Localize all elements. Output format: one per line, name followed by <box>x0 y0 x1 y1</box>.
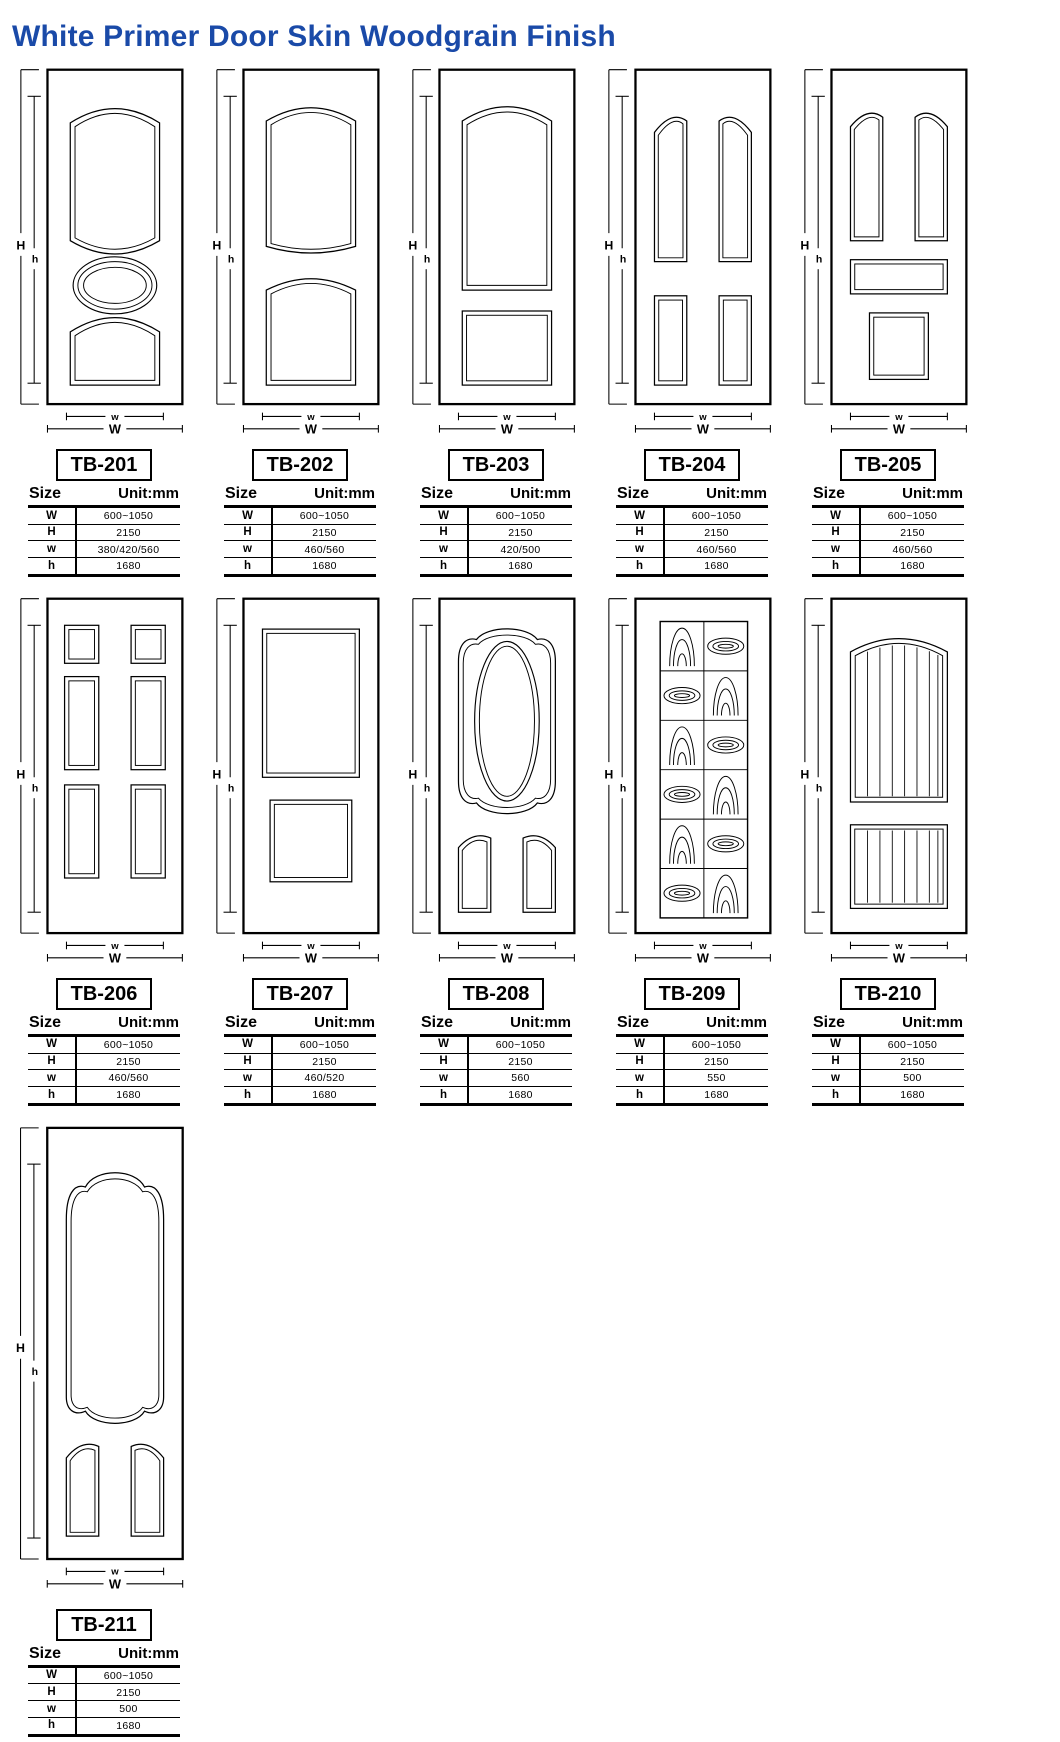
size-key: h <box>616 1087 664 1105</box>
model-label-box <box>56 449 153 481</box>
model-label-box <box>448 978 545 1010</box>
svg-text:w: w <box>111 411 119 423</box>
model-code: TB-205 <box>854 454 922 476</box>
model-label-box <box>840 449 937 481</box>
size-row <box>28 1037 180 1053</box>
size-values-table <box>28 1037 180 1106</box>
catalog <box>6 64 1060 1737</box>
size-key: H <box>28 524 76 541</box>
size-key: W <box>420 1037 468 1053</box>
model-code: TB-202 <box>266 454 334 476</box>
size-row <box>420 1037 572 1053</box>
size-key: W <box>28 508 76 524</box>
size-table-header <box>812 1014 964 1037</box>
size-row <box>616 524 768 541</box>
size-value: 1680 <box>272 1087 376 1105</box>
size-label: Size <box>29 1644 62 1662</box>
svg-text:w: w <box>503 940 511 952</box>
size-values-table <box>616 1037 768 1106</box>
size-row <box>224 524 376 541</box>
size-key: w <box>812 1070 860 1087</box>
size-row <box>28 558 180 576</box>
size-row <box>224 1087 376 1105</box>
size-label: Size <box>29 1013 62 1031</box>
size-value: 460/560 <box>76 1070 180 1087</box>
size-row <box>224 558 376 576</box>
size-value: 550 <box>664 1070 768 1087</box>
door-drawing-svg <box>403 593 589 973</box>
size-row <box>224 508 376 524</box>
size-table <box>28 1014 180 1106</box>
size-key: H <box>616 524 664 541</box>
model-code: TB-207 <box>266 982 334 1005</box>
size-row <box>616 1037 768 1053</box>
size-value: 2150 <box>76 524 180 541</box>
svg-text:W: W <box>500 421 513 437</box>
size-value: 1680 <box>76 1087 180 1105</box>
size-row <box>28 1087 180 1105</box>
size-value: 1680 <box>860 558 964 576</box>
size-row <box>224 541 376 558</box>
svg-text:w: w <box>111 940 119 952</box>
size-table <box>224 485 376 577</box>
size-value: 600~1050 <box>103 1669 154 1682</box>
svg-text:W: W <box>108 421 121 437</box>
size-key: h <box>28 558 76 576</box>
svg-text:H: H <box>408 238 418 253</box>
size-values-table <box>812 1037 964 1106</box>
size-row <box>812 1053 964 1070</box>
svg-text:H: H <box>212 238 222 253</box>
size-value: 600~1050 <box>887 1038 938 1051</box>
size-table <box>616 485 768 577</box>
size-value: 1680 <box>76 558 180 576</box>
size-row <box>224 1037 376 1053</box>
size-value: 420/500 <box>468 541 572 558</box>
svg-text:h: h <box>227 783 235 795</box>
svg-text:w: w <box>895 411 903 423</box>
size-row <box>812 1087 964 1105</box>
svg-text:w: w <box>895 940 903 952</box>
size-table <box>28 1645 180 1737</box>
svg-text:h: h <box>31 1366 39 1378</box>
size-key: W <box>812 1037 860 1053</box>
product-cell <box>6 593 202 1106</box>
size-table-header <box>224 485 376 508</box>
svg-text:H: H <box>604 767 614 782</box>
svg-text:h: h <box>619 254 627 266</box>
unit-label: Unit:mm <box>902 1013 963 1031</box>
svg-text:h: h <box>619 783 627 795</box>
size-value: 1680 <box>468 558 572 576</box>
svg-text:w: w <box>307 411 315 423</box>
size-table <box>616 1014 768 1106</box>
size-key: w <box>420 541 468 558</box>
product-cell <box>398 593 594 1106</box>
svg-text:H: H <box>800 767 810 782</box>
product-row-3 <box>6 1122 1060 1737</box>
size-key: W <box>28 1668 76 1684</box>
size-table <box>420 485 572 577</box>
size-value: 2150 <box>76 1053 180 1070</box>
svg-text:W: W <box>696 950 709 966</box>
door-drawing-svg <box>11 1122 197 1604</box>
unit-label: Unit:mm <box>510 1013 571 1031</box>
model-code: TB-204 <box>658 454 726 476</box>
product-cell <box>202 593 398 1106</box>
size-key: h <box>420 1087 468 1105</box>
size-value: 2150 <box>76 1684 180 1701</box>
size-label: Size <box>617 485 650 502</box>
size-key: h <box>812 558 860 576</box>
model-label-box <box>644 978 741 1010</box>
unit-label: Unit:mm <box>706 1013 767 1031</box>
product-cell <box>594 593 790 1106</box>
size-value: 1680 <box>76 1717 180 1735</box>
size-value: 1680 <box>860 1087 964 1105</box>
svg-text:h: h <box>815 783 823 795</box>
size-row <box>812 558 964 576</box>
size-row <box>616 541 768 558</box>
size-value: 600~1050 <box>691 1038 742 1051</box>
size-value: 2150 <box>272 524 376 541</box>
model-code: TB-203 <box>462 454 530 476</box>
model-label-box <box>252 978 349 1010</box>
size-key: H <box>420 524 468 541</box>
model-code: TB-208 <box>462 982 530 1005</box>
size-row <box>616 508 768 524</box>
size-table <box>812 1014 964 1106</box>
size-row <box>224 1070 376 1087</box>
size-key: h <box>812 1087 860 1105</box>
svg-text:w: w <box>699 940 707 952</box>
size-key: H <box>420 1053 468 1070</box>
svg-text:w: w <box>111 1566 119 1578</box>
size-row <box>28 541 180 558</box>
svg-text:W: W <box>304 950 317 966</box>
size-label: Size <box>29 485 62 502</box>
svg-text:W: W <box>108 1576 122 1592</box>
size-value: 2150 <box>860 524 964 541</box>
size-key: h <box>224 1087 272 1105</box>
size-label: Size <box>225 1013 258 1031</box>
size-key: H <box>224 1053 272 1070</box>
size-table-header <box>420 1014 572 1037</box>
svg-text:W: W <box>108 950 121 966</box>
size-value: 600~1050 <box>691 510 742 523</box>
model-code: TB-206 <box>70 982 138 1005</box>
size-row <box>812 524 964 541</box>
size-row <box>28 1070 180 1087</box>
size-value: 500 <box>860 1070 964 1087</box>
svg-text:W: W <box>696 421 709 437</box>
svg-text:W: W <box>304 421 317 437</box>
size-table-header <box>420 485 572 508</box>
svg-text:h: h <box>423 254 431 266</box>
size-row <box>616 1087 768 1105</box>
size-key: W <box>224 1037 272 1053</box>
door-drawing-svg <box>403 64 589 444</box>
size-table-header <box>616 1014 768 1037</box>
size-value: 1680 <box>272 558 376 576</box>
door-drawing-svg <box>207 64 393 444</box>
model-code: TB-201 <box>70 454 138 476</box>
size-key: w <box>224 541 272 558</box>
size-key: h <box>224 558 272 576</box>
size-key: h <box>420 558 468 576</box>
unit-label: Unit:mm <box>706 485 767 502</box>
size-value: 600~1050 <box>299 1038 350 1051</box>
size-label: Size <box>813 485 846 502</box>
size-label: Size <box>617 1013 650 1031</box>
size-value: 2150 <box>468 1053 572 1070</box>
model-code: TB-209 <box>658 982 726 1005</box>
svg-text:w: w <box>307 940 315 952</box>
door-drawing-svg <box>599 64 785 444</box>
size-key: w <box>812 541 860 558</box>
size-row <box>28 524 180 541</box>
size-key: W <box>224 508 272 524</box>
size-table <box>28 485 180 577</box>
unit-label: Unit:mm <box>314 485 375 502</box>
size-table-header <box>28 1014 180 1037</box>
size-value: 2150 <box>664 524 768 541</box>
size-row <box>420 558 572 576</box>
unit-label: Unit:mm <box>118 485 179 502</box>
size-label: Size <box>421 1013 454 1031</box>
size-row <box>420 1087 572 1105</box>
size-row <box>812 508 964 524</box>
size-table-header <box>224 1014 376 1037</box>
product-cell <box>398 64 594 577</box>
size-row <box>616 1070 768 1087</box>
size-label: Size <box>813 1013 846 1031</box>
svg-text:H: H <box>16 767 26 782</box>
door-drawing-svg <box>11 593 197 973</box>
size-key: H <box>28 1684 76 1701</box>
size-key: w <box>616 541 664 558</box>
size-value: 2150 <box>664 1053 768 1070</box>
size-label: Size <box>225 485 258 502</box>
svg-text:H: H <box>212 767 222 782</box>
size-row <box>28 1701 180 1718</box>
size-value: 1680 <box>664 1087 768 1105</box>
svg-text:H: H <box>16 238 26 253</box>
size-value: 460/560 <box>860 541 964 558</box>
size-key: H <box>812 1053 860 1070</box>
size-key: h <box>616 558 664 576</box>
product-cell <box>6 1122 202 1737</box>
size-values-table <box>224 508 376 577</box>
size-row <box>616 1053 768 1070</box>
size-value: 1680 <box>468 1087 572 1105</box>
svg-text:W: W <box>892 421 905 437</box>
unit-label: Unit:mm <box>118 1013 179 1031</box>
svg-text:h: h <box>815 254 823 266</box>
size-key: w <box>28 1070 76 1087</box>
size-values-table <box>28 1668 180 1737</box>
size-value: 2150 <box>272 1053 376 1070</box>
size-row <box>420 1053 572 1070</box>
size-row <box>812 1070 964 1087</box>
size-value: 1680 <box>664 558 768 576</box>
size-table-header <box>28 485 180 508</box>
model-label-box <box>448 449 545 481</box>
size-key: W <box>28 1037 76 1053</box>
unit-label: Unit:mm <box>902 485 963 502</box>
size-row <box>616 558 768 576</box>
model-label-box <box>644 449 741 481</box>
size-row <box>28 1684 180 1701</box>
product-cell <box>790 593 986 1106</box>
size-values-table <box>28 508 180 577</box>
svg-text:H: H <box>408 767 418 782</box>
size-key: h <box>28 1087 76 1105</box>
svg-text:h: h <box>227 254 235 266</box>
size-key: H <box>616 1053 664 1070</box>
size-values-table <box>420 508 572 577</box>
size-key: W <box>420 508 468 524</box>
size-table <box>224 1014 376 1106</box>
size-row <box>420 1070 572 1087</box>
svg-text:W: W <box>500 950 513 966</box>
model-label-box <box>56 978 153 1010</box>
product-row-1 <box>6 64 1060 577</box>
size-value: 600~1050 <box>495 510 546 523</box>
size-table-header <box>616 485 768 508</box>
size-value: 600~1050 <box>103 1038 154 1051</box>
door-drawing-svg <box>11 64 197 444</box>
model-code: TB-211 <box>71 1613 137 1636</box>
svg-text:w: w <box>503 411 511 423</box>
size-key: w <box>616 1070 664 1087</box>
product-cell <box>790 64 986 577</box>
model-label-box <box>252 449 349 481</box>
product-row-2 <box>6 593 1060 1106</box>
svg-text:H: H <box>800 238 810 253</box>
model-code: TB-210 <box>854 982 922 1005</box>
door-drawing-svg <box>207 593 393 973</box>
size-row <box>420 508 572 524</box>
size-key: w <box>28 1701 76 1718</box>
size-value: 600~1050 <box>887 510 938 523</box>
size-row <box>28 1717 180 1735</box>
size-value: 460/520 <box>272 1070 376 1087</box>
size-value: 380/420/560 <box>76 541 180 558</box>
size-values-table <box>420 1037 572 1106</box>
size-value: 460/560 <box>664 541 768 558</box>
size-value: 600~1050 <box>495 1038 546 1051</box>
product-cell <box>202 64 398 577</box>
size-value: 500 <box>76 1701 180 1718</box>
size-value: 460/560 <box>272 541 376 558</box>
size-value: 2150 <box>860 1053 964 1070</box>
size-key: w <box>420 1070 468 1087</box>
product-cell <box>594 64 790 577</box>
page-title: White Primer Door Skin Woodgrain Finish <box>12 20 616 53</box>
door-drawing-svg <box>795 593 981 973</box>
size-row <box>28 1668 180 1684</box>
size-row <box>420 524 572 541</box>
size-row <box>812 541 964 558</box>
size-table-header <box>28 1645 180 1668</box>
size-value: 2150 <box>468 524 572 541</box>
unit-label: Unit:mm <box>118 1644 179 1662</box>
svg-text:W: W <box>892 950 905 966</box>
size-key: W <box>812 508 860 524</box>
size-key: w <box>28 541 76 558</box>
size-row <box>420 541 572 558</box>
model-label-box <box>56 1609 152 1641</box>
door-drawing-svg <box>599 593 785 973</box>
size-key: H <box>224 524 272 541</box>
size-value: 600~1050 <box>103 510 154 523</box>
svg-text:h: h <box>31 254 39 266</box>
unit-label: Unit:mm <box>314 1013 375 1031</box>
size-key: H <box>812 524 860 541</box>
size-row <box>28 508 180 524</box>
size-key: w <box>224 1070 272 1087</box>
svg-text:w: w <box>699 411 707 423</box>
size-key: h <box>28 1717 76 1735</box>
size-values-table <box>224 1037 376 1106</box>
svg-text:H: H <box>16 1340 26 1355</box>
size-row <box>28 1053 180 1070</box>
door-drawing-svg <box>795 64 981 444</box>
size-key: H <box>28 1053 76 1070</box>
product-cell <box>6 64 202 577</box>
size-label: Size <box>421 485 454 502</box>
size-table <box>812 485 964 577</box>
svg-text:h: h <box>423 783 431 795</box>
unit-label: Unit:mm <box>510 485 571 502</box>
size-key: W <box>616 1037 664 1053</box>
size-values-table <box>812 508 964 577</box>
size-values-table <box>616 508 768 577</box>
size-table <box>420 1014 572 1106</box>
size-key: W <box>616 508 664 524</box>
svg-text:H: H <box>604 238 614 253</box>
svg-text:h: h <box>31 783 39 795</box>
size-value: 560 <box>468 1070 572 1087</box>
model-label-box <box>840 978 937 1010</box>
size-row <box>224 1053 376 1070</box>
size-row <box>812 1037 964 1053</box>
size-table-header <box>812 485 964 508</box>
size-value: 600~1050 <box>299 510 350 523</box>
